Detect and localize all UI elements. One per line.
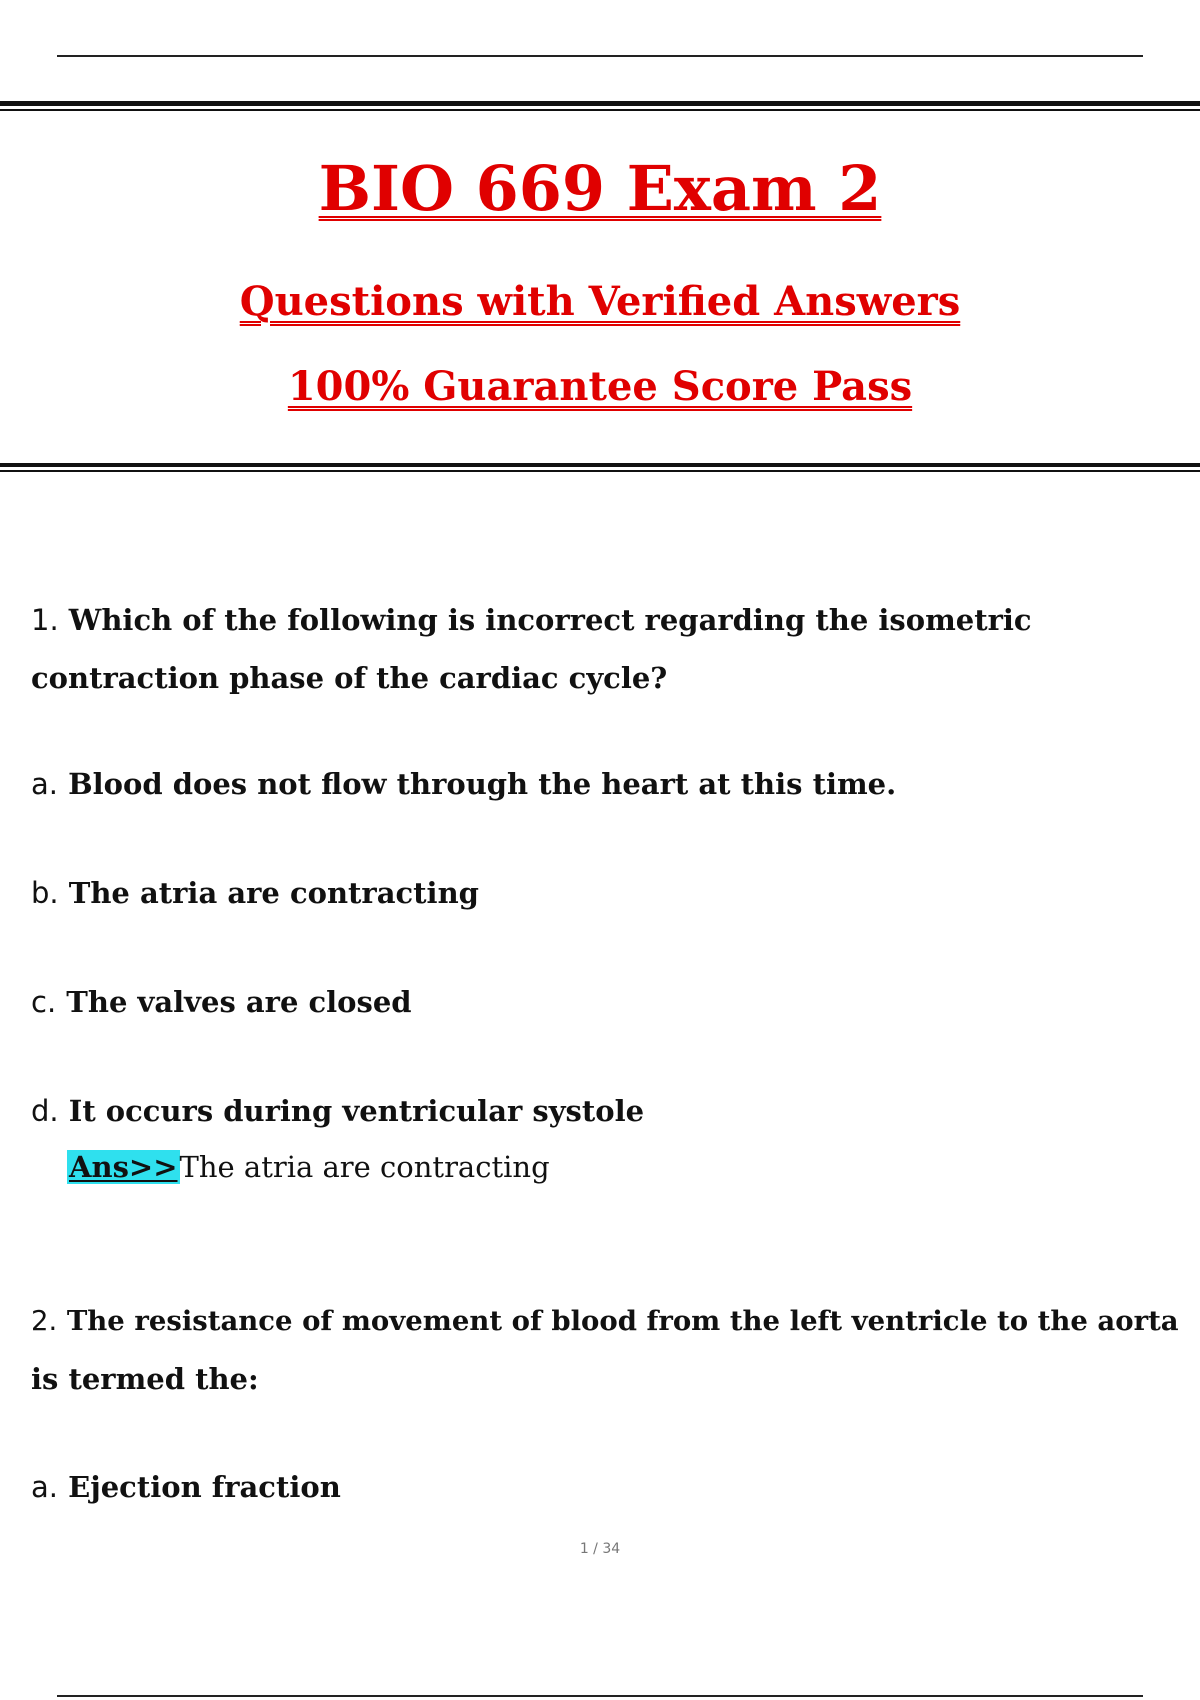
header-border-bottom	[0, 463, 1200, 467]
option-letter: c.	[31, 985, 57, 1019]
option-text: The valves are closed	[66, 985, 412, 1019]
option-text: The atria are contracting	[68, 876, 479, 910]
header-border-top	[0, 101, 1200, 106]
answer-text: The atria are contracting	[179, 1150, 550, 1184]
question-1-answer	[67, 1150, 550, 1184]
question-1-option-c	[31, 985, 412, 1019]
document-subtitle: Questions with Verified Answers	[239, 278, 961, 325]
document-title: BIO 669 Exam 2	[318, 152, 882, 225]
question-text: Which of the following is incorrect regarding the isometric	[68, 603, 1032, 637]
option-letter: d.	[31, 1094, 59, 1128]
question-1-option-b	[31, 876, 479, 910]
bottom-divider	[57, 1695, 1143, 1697]
option-text: Ejection fraction	[68, 1470, 341, 1504]
option-letter: b.	[31, 876, 59, 910]
question-1-line-2: contraction phase of the cardiac cycle?	[31, 661, 668, 695]
option-letter: a.	[31, 767, 58, 801]
option-text: Blood does not flow through the heart at this time.	[68, 767, 897, 801]
header-border-top-inner	[0, 109, 1200, 111]
question-1-option-a	[31, 767, 896, 801]
document-subtitle-guarantee: 100% Guarantee Score Pass	[287, 363, 913, 410]
answer-tag: Ans>>	[69, 1150, 178, 1184]
question-1-line-1	[31, 603, 1032, 637]
option-text: It occurs during ventricular systole	[68, 1094, 645, 1128]
page-indicator: 1 / 34	[579, 1541, 621, 1557]
question-2-option-a	[31, 1470, 341, 1504]
question-number: 1.	[31, 603, 59, 637]
top-divider	[57, 55, 1143, 57]
question-1-option-d	[31, 1094, 644, 1128]
question-number: 2.	[31, 1305, 58, 1337]
header-border-bottom-inner	[0, 470, 1200, 472]
question-2-line-2: is termed the:	[31, 1362, 259, 1396]
question-2-line-1	[31, 1305, 1179, 1337]
question-text: The resistance of movement of blood from the left ventricle to the aorta	[66, 1305, 1179, 1337]
option-letter: a.	[31, 1470, 58, 1504]
